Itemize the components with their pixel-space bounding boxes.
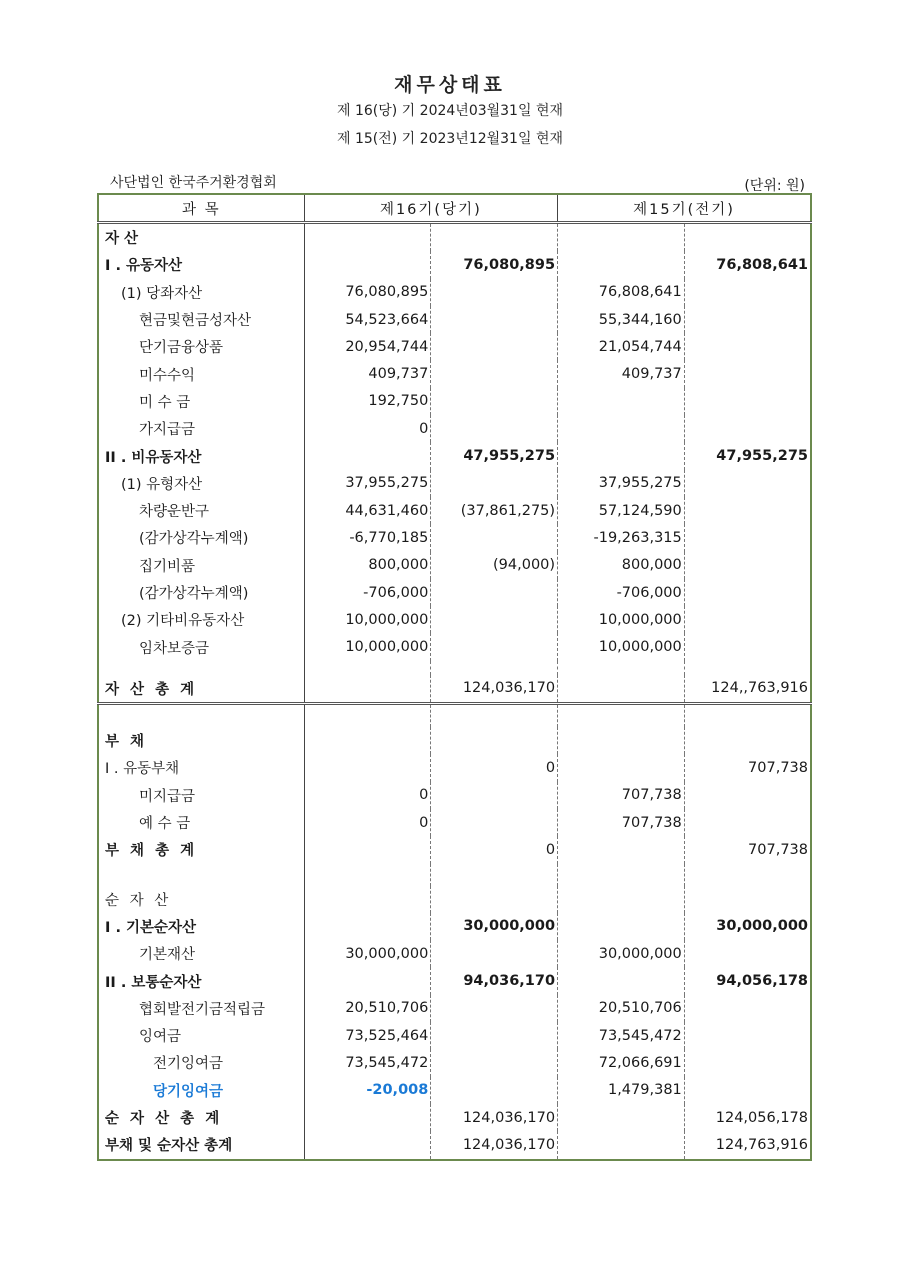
account-label: (1) 유형자산 bbox=[98, 470, 304, 497]
prior-total: 30,000,000 bbox=[716, 918, 808, 935]
prior-total: 124,056,178 bbox=[715, 1109, 808, 1126]
current-detail bbox=[304, 913, 431, 940]
account-label: 현금및현금성자산 bbox=[98, 306, 304, 333]
account-label: 당기잉여금 bbox=[98, 1077, 304, 1104]
table-row bbox=[98, 913, 811, 940]
current-total bbox=[431, 886, 558, 913]
prior-total bbox=[684, 995, 811, 1022]
account-label: I . 유동자산 bbox=[98, 251, 304, 278]
prior-total bbox=[684, 1077, 811, 1104]
prior-detail bbox=[558, 913, 685, 940]
prior-total: 94,056,178 bbox=[716, 973, 808, 990]
spacer-cell bbox=[431, 704, 558, 728]
prior-detail: 409,737 bbox=[558, 360, 685, 387]
current-total bbox=[431, 940, 558, 967]
prior-total: 76,808,641 bbox=[716, 256, 808, 273]
table-row bbox=[98, 940, 811, 967]
current-detail: 76,080,895 bbox=[304, 279, 431, 306]
table-row bbox=[98, 497, 811, 524]
table-row bbox=[98, 223, 811, 252]
current-total bbox=[431, 388, 558, 415]
prior-period: 제 15(전) 기 2023년12월31일 현재 bbox=[337, 131, 563, 147]
current-total bbox=[431, 470, 558, 497]
prior-detail: -706,000 bbox=[558, 579, 685, 606]
current-detail: 0 bbox=[304, 809, 431, 836]
spacer-cell bbox=[304, 864, 431, 886]
current-detail bbox=[304, 754, 431, 781]
current-detail bbox=[304, 1104, 431, 1131]
current-total bbox=[431, 415, 558, 442]
table-row bbox=[98, 470, 811, 497]
account-label: 단기금융상품 bbox=[98, 333, 304, 360]
current-detail: 192,750 bbox=[304, 388, 431, 415]
spacer-cell bbox=[558, 661, 685, 675]
account-label: 자 산 bbox=[98, 223, 304, 252]
current-detail bbox=[304, 675, 431, 704]
table-row bbox=[98, 727, 811, 754]
prior-total bbox=[684, 524, 811, 551]
current-detail bbox=[304, 251, 431, 278]
table-row bbox=[98, 524, 811, 551]
current-detail bbox=[304, 223, 431, 252]
prior-total bbox=[684, 782, 811, 809]
spacer-cell bbox=[98, 864, 304, 886]
prior-total bbox=[684, 306, 811, 333]
prior-total bbox=[684, 279, 811, 306]
table-row bbox=[98, 360, 811, 387]
spacer-cell bbox=[304, 661, 431, 675]
col-prior: 제15기(전기) bbox=[558, 194, 811, 223]
prior-detail bbox=[558, 251, 685, 278]
table-row bbox=[98, 1131, 811, 1159]
prior-total bbox=[684, 223, 811, 252]
prior-total bbox=[684, 579, 811, 606]
unit-label: (단위: 원) bbox=[744, 178, 805, 194]
account-label: 차량운반구 bbox=[98, 497, 304, 524]
current-total bbox=[431, 606, 558, 633]
prior-total bbox=[684, 415, 811, 442]
current-detail bbox=[304, 727, 431, 754]
current-total bbox=[431, 306, 558, 333]
prior-detail bbox=[558, 388, 685, 415]
prior-total: 707,738 bbox=[748, 759, 808, 776]
prior-detail: 21,054,744 bbox=[558, 333, 685, 360]
account-label: 잉여금 bbox=[98, 1022, 304, 1049]
prior-detail: 55,344,160 bbox=[558, 306, 685, 333]
current-total bbox=[431, 333, 558, 360]
current-total: 124,036,170 bbox=[431, 675, 558, 704]
current-total: (37,861,275) bbox=[431, 497, 558, 524]
current-detail: 30,000,000 bbox=[304, 940, 431, 967]
prior-total bbox=[684, 1022, 811, 1049]
spacer-cell bbox=[558, 864, 685, 886]
current-detail: 44,631,460 bbox=[304, 497, 431, 524]
prior-detail bbox=[558, 675, 685, 704]
table-row bbox=[98, 306, 811, 333]
current-detail: -20,008 bbox=[304, 1077, 431, 1104]
spacer-row bbox=[98, 704, 811, 728]
current-total bbox=[431, 1022, 558, 1049]
prior-detail: 76,808,641 bbox=[558, 279, 685, 306]
spacer-cell bbox=[684, 661, 811, 675]
account-label: II . 보통순자산 bbox=[98, 967, 304, 994]
table-row bbox=[98, 836, 811, 863]
prior-total bbox=[684, 333, 811, 360]
current-total: 30,000,000 bbox=[431, 913, 558, 940]
header-row bbox=[98, 194, 811, 223]
prior-total: 707,738 bbox=[748, 841, 808, 858]
account-label: 부채 및 순자산 총계 bbox=[98, 1131, 304, 1159]
current-detail: 0 bbox=[304, 415, 431, 442]
table-row bbox=[98, 606, 811, 633]
current-total bbox=[431, 995, 558, 1022]
current-total bbox=[431, 633, 558, 660]
prior-detail: 37,955,275 bbox=[558, 470, 685, 497]
prior-detail bbox=[558, 727, 685, 754]
current-period: 제 16(당) 기 2024년03월31일 현재 bbox=[337, 103, 563, 119]
account-label: (감가상각누계액) bbox=[98, 524, 304, 551]
prior-total bbox=[684, 606, 811, 633]
prior-detail: 72,066,691 bbox=[558, 1049, 685, 1076]
current-detail: 54,523,664 bbox=[304, 306, 431, 333]
prior-total bbox=[684, 940, 811, 967]
account-label: 미 수 금 bbox=[98, 388, 304, 415]
table-row bbox=[98, 1077, 811, 1104]
table-row bbox=[98, 967, 811, 994]
current-total bbox=[431, 524, 558, 551]
prior-total: 124,,763,916 bbox=[684, 675, 811, 704]
table-row bbox=[98, 279, 811, 306]
prior-detail: 57,124,590 bbox=[558, 497, 685, 524]
prior-detail: 10,000,000 bbox=[558, 606, 685, 633]
table-row bbox=[98, 333, 811, 360]
prior-detail bbox=[558, 886, 685, 913]
table-row bbox=[98, 442, 811, 469]
prior-total bbox=[684, 633, 811, 660]
current-total bbox=[431, 223, 558, 252]
spacer-cell bbox=[431, 661, 558, 675]
prior-detail: 707,738 bbox=[558, 809, 685, 836]
table-row bbox=[98, 782, 811, 809]
table-row bbox=[98, 1022, 811, 1049]
table-row bbox=[98, 809, 811, 836]
current-detail: 20,510,706 bbox=[304, 995, 431, 1022]
current-total bbox=[431, 279, 558, 306]
current-total bbox=[431, 1077, 558, 1104]
current-total bbox=[431, 360, 558, 387]
spacer-cell bbox=[431, 864, 558, 886]
table-row bbox=[98, 754, 811, 781]
current-detail: 20,954,744 bbox=[304, 333, 431, 360]
current-total: 94,036,170 bbox=[431, 967, 558, 994]
current-total bbox=[431, 1049, 558, 1076]
prior-detail: 30,000,000 bbox=[558, 940, 685, 967]
prior-detail: 1,479,381 bbox=[558, 1077, 685, 1104]
prior-detail bbox=[558, 1131, 685, 1159]
account-label: 미수수익 bbox=[98, 360, 304, 387]
table-row bbox=[98, 675, 811, 704]
current-detail: 10,000,000 bbox=[304, 633, 431, 660]
current-detail: 0 bbox=[304, 782, 431, 809]
table-row bbox=[98, 388, 811, 415]
current-detail: 800,000 bbox=[304, 552, 431, 579]
table-row bbox=[98, 995, 811, 1022]
prior-total bbox=[684, 552, 811, 579]
prior-total bbox=[684, 470, 811, 497]
current-detail bbox=[304, 1131, 431, 1159]
table-row bbox=[98, 552, 811, 579]
current-total: 76,080,895 bbox=[431, 251, 558, 278]
prior-total: 124,763,916 bbox=[715, 1136, 808, 1153]
table-row bbox=[98, 251, 811, 278]
table-row bbox=[98, 415, 811, 442]
page-title: 재무상태표 bbox=[394, 74, 506, 96]
table-row bbox=[98, 886, 811, 913]
current-detail: 73,545,472 bbox=[304, 1049, 431, 1076]
prior-detail bbox=[558, 415, 685, 442]
account-label: 부 채 bbox=[98, 727, 304, 754]
account-label: (2) 기타비유동자산 bbox=[98, 606, 304, 633]
table-row bbox=[98, 1049, 811, 1076]
current-total: (94,000) bbox=[431, 552, 558, 579]
current-detail: 409,737 bbox=[304, 360, 431, 387]
account-label: (감가상각누계액) bbox=[98, 579, 304, 606]
account-label: 순 자 산 bbox=[98, 886, 304, 913]
prior-detail: -19,263,315 bbox=[558, 524, 685, 551]
prior-detail bbox=[558, 836, 685, 863]
prior-total bbox=[684, 360, 811, 387]
account-label: 임차보증금 bbox=[98, 633, 304, 660]
spacer-cell bbox=[558, 704, 685, 728]
prior-detail: 707,738 bbox=[558, 782, 685, 809]
account-label: (1) 당좌자산 bbox=[98, 279, 304, 306]
prior-detail: 73,545,472 bbox=[558, 1022, 685, 1049]
spacer-cell bbox=[684, 704, 811, 728]
current-detail bbox=[304, 967, 431, 994]
prior-detail: 800,000 bbox=[558, 552, 685, 579]
account-label: 예 수 금 bbox=[98, 809, 304, 836]
prior-detail bbox=[558, 442, 685, 469]
spacer-row bbox=[98, 661, 811, 675]
current-detail: 73,525,464 bbox=[304, 1022, 431, 1049]
current-total bbox=[431, 727, 558, 754]
prior-detail bbox=[558, 967, 685, 994]
current-total: 0 bbox=[431, 836, 558, 863]
spacer-cell bbox=[684, 864, 811, 886]
prior-detail bbox=[558, 223, 685, 252]
account-label: 자 산 총 계 bbox=[98, 675, 304, 704]
prior-detail bbox=[558, 1104, 685, 1131]
prior-total bbox=[684, 886, 811, 913]
current-total bbox=[431, 782, 558, 809]
prior-total bbox=[684, 1049, 811, 1076]
current-total: 47,955,275 bbox=[431, 442, 558, 469]
spacer-row bbox=[98, 864, 811, 886]
prior-total bbox=[684, 809, 811, 836]
balance-sheet-table bbox=[97, 193, 812, 1161]
current-total bbox=[431, 809, 558, 836]
table-row bbox=[98, 633, 811, 660]
current-detail bbox=[304, 886, 431, 913]
account-label: 미지급금 bbox=[98, 782, 304, 809]
account-label: I . 기본순자산 bbox=[98, 913, 304, 940]
current-total: 124,036,170 bbox=[431, 1131, 558, 1159]
current-total: 0 bbox=[431, 754, 558, 781]
spacer-cell bbox=[304, 704, 431, 728]
current-detail bbox=[304, 836, 431, 863]
current-detail: -706,000 bbox=[304, 579, 431, 606]
account-label: 순 자 산 총 계 bbox=[98, 1104, 304, 1131]
current-detail bbox=[304, 442, 431, 469]
current-detail: 37,955,275 bbox=[304, 470, 431, 497]
current-detail: 10,000,000 bbox=[304, 606, 431, 633]
account-label: 부 채 총 계 bbox=[98, 836, 304, 863]
account-label: 협회발전기금적립금 bbox=[98, 995, 304, 1022]
table-row bbox=[98, 579, 811, 606]
prior-total bbox=[684, 497, 811, 524]
prior-total: 47,955,275 bbox=[716, 448, 808, 465]
account-label: 전기잉여금 bbox=[98, 1049, 304, 1076]
prior-detail: 10,000,000 bbox=[558, 633, 685, 660]
current-total: 124,036,170 bbox=[431, 1104, 558, 1131]
spacer-cell bbox=[98, 704, 304, 728]
account-label: 집기비품 bbox=[98, 552, 304, 579]
current-total bbox=[431, 579, 558, 606]
prior-total bbox=[684, 727, 811, 754]
account-label: 기본재산 bbox=[98, 940, 304, 967]
account-label: I . 유동부채 bbox=[98, 754, 304, 781]
organization-name: 사단법인 한국주거환경협회 bbox=[110, 175, 277, 191]
current-detail: -6,770,185 bbox=[304, 524, 431, 551]
account-label: II . 비유동자산 bbox=[98, 442, 304, 469]
spacer-cell bbox=[98, 661, 304, 675]
prior-detail: 20,510,706 bbox=[558, 995, 685, 1022]
col-subject: 과 목 bbox=[98, 194, 304, 223]
table-row bbox=[98, 1104, 811, 1131]
prior-detail bbox=[558, 754, 685, 781]
col-current: 제16기(당기) bbox=[304, 194, 557, 223]
prior-total bbox=[684, 388, 811, 415]
account-label: 가지급금 bbox=[98, 415, 304, 442]
